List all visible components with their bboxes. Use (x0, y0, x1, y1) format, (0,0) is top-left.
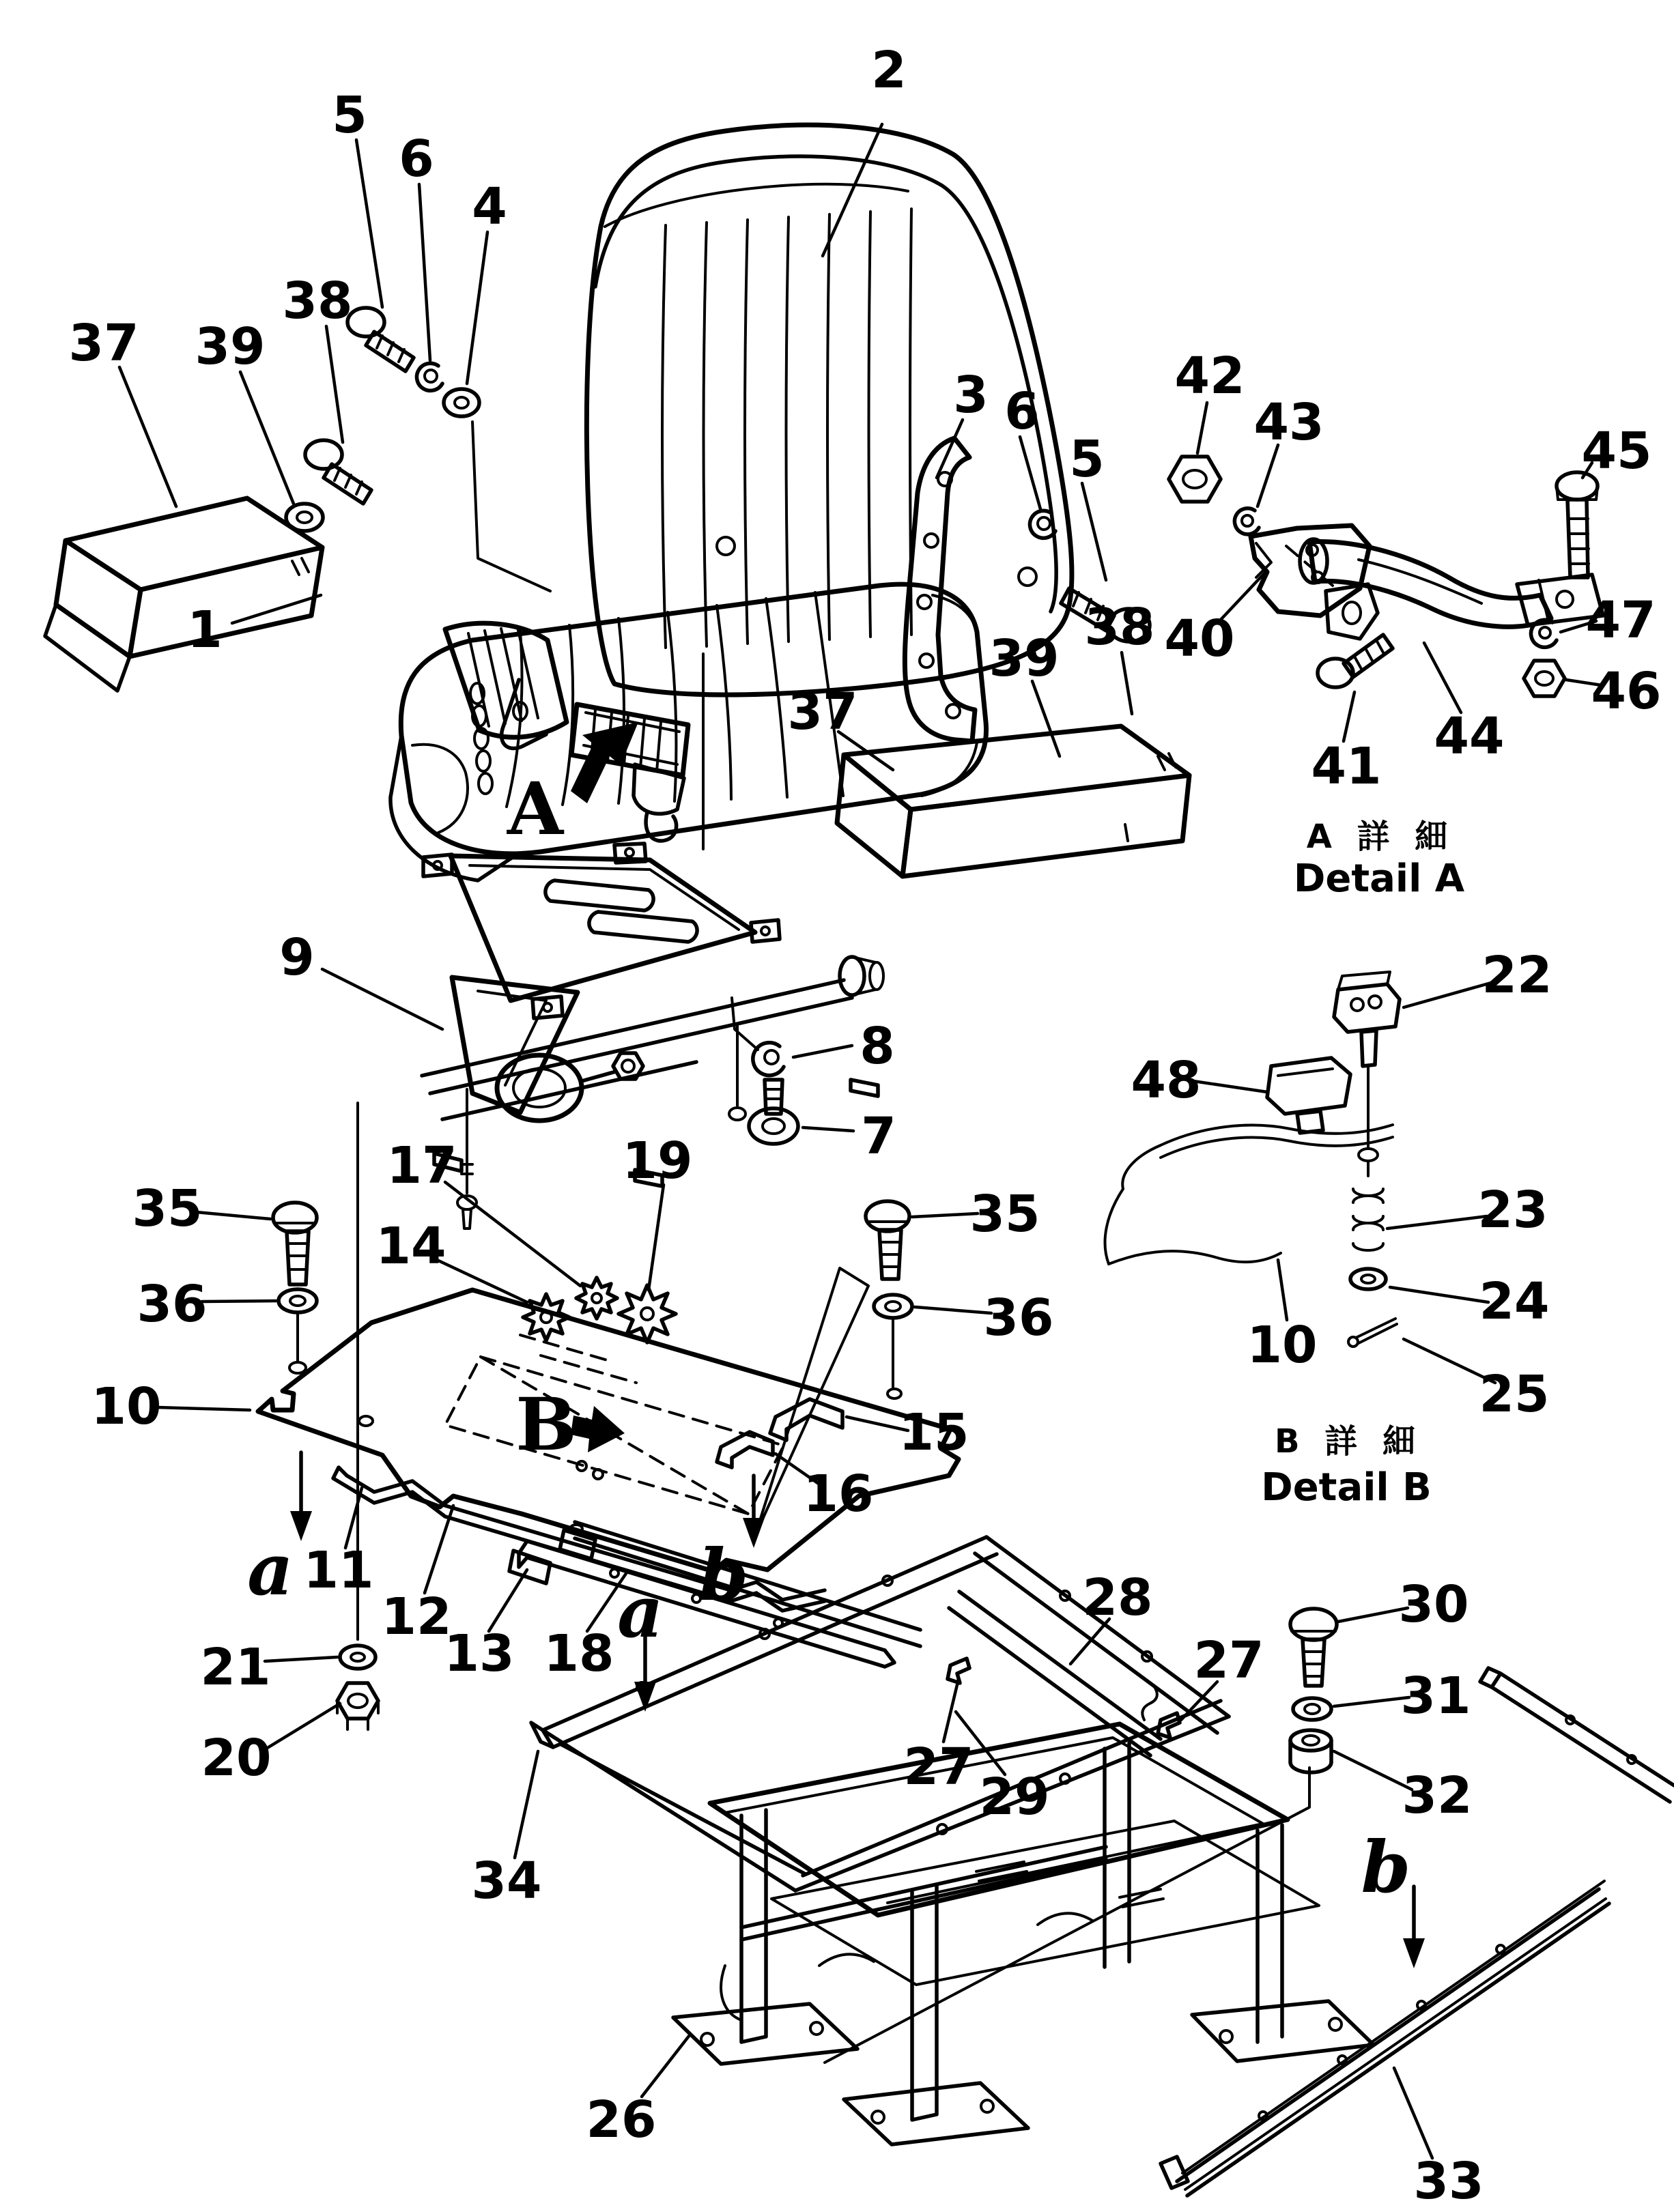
floor-rail-33-shape (1161, 2157, 1188, 2188)
suspension-assembly-shape (589, 912, 697, 942)
belt-chain (470, 683, 492, 794)
part-label-4: 4 (472, 177, 507, 236)
belt-latch-plate-shape (1343, 602, 1361, 624)
part-label-35L: 35 (132, 1179, 203, 1238)
view-letter-B: B (515, 1381, 577, 1467)
part-label-3: 3 (953, 366, 989, 425)
part-label-5b: 5 (1069, 430, 1105, 489)
leader-line-10L (157, 1407, 250, 1410)
suspension-assembly-shape (463, 1209, 471, 1229)
washer-4-shape (472, 422, 550, 591)
seat-bottom-cushion-shape (766, 599, 787, 797)
seat-back-cushion-shape (786, 217, 789, 642)
lock-washer-8 (732, 998, 784, 1076)
washer-39-top (286, 504, 323, 531)
suspension-assembly-shape (851, 1080, 878, 1096)
star-washer-17 (576, 1278, 617, 1319)
part-label-11: 11 (303, 1541, 374, 1600)
clip-16 (717, 1432, 773, 1467)
leader-line-35R (912, 1213, 978, 1217)
part-label-27L: 27 (903, 1738, 974, 1796)
leader-line-7 (803, 1127, 853, 1131)
detail-b-assembly-shape (1278, 1069, 1333, 1076)
star-washer-17-shape (592, 1293, 601, 1303)
part-label-30: 30 (1398, 1575, 1469, 1634)
leader-line-48 (1193, 1081, 1267, 1092)
seat-belt (445, 623, 688, 841)
part-label-18: 18 (543, 1624, 614, 1683)
leader-line-42 (1197, 403, 1207, 453)
seat-bottom-cushion-shape (717, 605, 731, 799)
part-label-32: 32 (1402, 1766, 1473, 1825)
leader-line-13 (489, 1570, 527, 1631)
leader-line-37a (119, 367, 176, 506)
part-label-10L: 10 (91, 1377, 162, 1436)
washer-4-shape (455, 397, 468, 408)
belt-anchor-arm-44-shape (1309, 542, 1551, 627)
leader-line-2 (823, 124, 882, 256)
spring-23-shape (1353, 1223, 1383, 1230)
fastener-bolt-30-shape (1290, 1609, 1337, 1640)
part-label-35R: 35 (969, 1185, 1040, 1244)
bushing-32-shape (1290, 1730, 1331, 1751)
floor-rail-33-shape (1338, 2056, 1346, 2064)
nut-46-shape (1535, 672, 1553, 685)
part-label-39a: 39 (195, 317, 266, 376)
base-stand-frame-shape (1220, 2030, 1232, 2043)
star-washer-17-shape (576, 1278, 617, 1319)
detail-b-assembly (1105, 972, 1400, 1347)
suspension-assembly-shape (840, 957, 864, 995)
floor-rail-right-stub-shape (1480, 1668, 1501, 1687)
part-label-5a: 5 (332, 86, 367, 145)
part-label-23: 23 (1477, 1181, 1548, 1239)
lock-washer-6-top-shape (416, 363, 442, 390)
seat-back-cushion-shape (827, 214, 829, 640)
leader-line-21 (265, 1657, 337, 1661)
washer-39-top-shape (297, 512, 312, 523)
part-label-27R: 27 (1193, 1631, 1264, 1690)
part-label-16: 16 (803, 1465, 874, 1523)
armrest-right-shape (837, 755, 911, 876)
fastener-bolt-41-shape (1318, 659, 1353, 687)
belt-anchor-arm-44-shape (1557, 591, 1573, 607)
lock-washer-6-top-shape (425, 370, 437, 382)
section-arrow-b-right-shape (1403, 1938, 1425, 1968)
washer-21-nut-20-shape (348, 1694, 367, 1708)
section-arrow-a-left-shape (290, 1511, 312, 1541)
base-stand-frame-shape (981, 2100, 993, 2112)
leader-line-34 (515, 1751, 538, 1858)
leader-line-41 (1344, 692, 1354, 741)
section-arrow-a-left (290, 1452, 312, 1541)
washer-4 (444, 389, 550, 591)
spring-23 (1353, 1189, 1383, 1250)
fastener-bolt-7 (749, 1080, 798, 1144)
detail-b-assembly-shape (1361, 1275, 1375, 1283)
part-label-20: 20 (201, 1729, 272, 1787)
washer-31-shape (1305, 1704, 1320, 1714)
base-stand-frame-shape (912, 1886, 937, 2120)
backrest-bracket-shape (920, 654, 933, 667)
bushing-32-shape (1303, 1736, 1319, 1745)
suspension-assembly-shape (423, 854, 452, 876)
washer-31-shape (1293, 1698, 1331, 1720)
leader-line-5a (356, 140, 382, 307)
washer-21-nut-20-shape (340, 1646, 375, 1669)
fastener-bolt-35-right-shape (880, 1242, 900, 1267)
lock-block-22 (1334, 984, 1400, 1032)
washer-21-nut-20-shape (351, 1653, 365, 1661)
fastener-bolt-38-top (305, 440, 371, 504)
suspension-assembly-shape (622, 1060, 634, 1072)
fastener-bolt-45 (1557, 472, 1598, 577)
fastener-bolt-35-left (273, 1203, 317, 1284)
leader-line-19 (649, 1185, 664, 1290)
slide-rails-18-shape (885, 1650, 894, 1667)
detail-a-caption-jp: A 詳 細 (1306, 818, 1455, 856)
part-label-28: 28 (1082, 1568, 1153, 1627)
floor-rail-33 (1161, 1881, 1609, 2196)
washer-21-nut-20 (337, 1103, 378, 1729)
part-label-37a: 37 (68, 314, 139, 373)
part-number-labels (69, 41, 1662, 2211)
armrest-left-shape (45, 605, 130, 691)
fastener-bolt-35-right-shape (866, 1201, 909, 1231)
leader-line-30 (1338, 1608, 1408, 1622)
belt-chain-shape (477, 751, 490, 771)
detail-a-caption-en: Detail A (1293, 857, 1465, 901)
washer-36-left (279, 1289, 317, 1361)
fastener-bolt-5-top-shape (347, 308, 384, 336)
nut-42 (1169, 457, 1221, 502)
fastener-bolt-35-left-shape (287, 1244, 308, 1269)
leader-line-36R (915, 1307, 991, 1313)
fastener-bolt-35-left-shape (273, 1203, 317, 1233)
star-washer-19-shape (641, 1308, 653, 1320)
armrest-left-shape (292, 558, 309, 575)
belt-chain-shape (479, 773, 492, 794)
floor-rail-33-shape (1496, 1945, 1505, 1953)
leader-line-32 (1334, 1751, 1412, 1790)
part-label-43: 43 (1253, 393, 1324, 452)
leader-line-39a (240, 372, 294, 504)
part-label-6a: 6 (399, 130, 434, 188)
part-label-31: 31 (1400, 1667, 1471, 1725)
fastener-bolt-7-shape (765, 1089, 782, 1108)
washer-36-right-shape (885, 1302, 900, 1311)
seat-back-cushion-shape (869, 212, 871, 637)
suspension-assembly-shape (434, 861, 442, 870)
lock-washer-6-right-shape (1038, 517, 1050, 530)
part-label-42: 42 (1174, 347, 1245, 405)
part-label-41: 41 (1311, 737, 1382, 796)
lock-washer-43-shape (1234, 508, 1259, 534)
slider-plate-assembly-shape (888, 1389, 901, 1398)
part-label-24: 24 (1479, 1272, 1550, 1331)
part-label-26: 26 (586, 2091, 657, 2149)
detail-b-assembly-shape (1105, 1145, 1161, 1264)
suspension-assembly-shape (729, 1108, 746, 1120)
detail-b-assembly-shape (1351, 999, 1363, 1011)
lock-washer-6-top (416, 363, 442, 390)
washer-24 (1350, 1269, 1386, 1289)
leader-line-20 (266, 1704, 340, 1749)
part-label-8: 8 (860, 1017, 895, 1076)
part-label-33: 33 (1413, 2152, 1484, 2211)
seat-back-cushion-shape (662, 225, 666, 648)
backrest-bracket-shape (924, 534, 938, 547)
part-label-38b: 38 (1084, 598, 1155, 657)
fastener-bolt-38-top-shape (305, 440, 342, 469)
section-letter-a-left: a (247, 1527, 294, 1611)
detail-b-caption-en: Detail B (1261, 1465, 1432, 1510)
cotter-pin-25-shape (1348, 1337, 1358, 1347)
fastener-bolt-5-top (347, 308, 414, 371)
nut-42-shape (1183, 470, 1206, 488)
fastener-bolt-41 (1318, 635, 1393, 687)
part-label-40b: 40 (1164, 609, 1235, 668)
spring-23-shape (1353, 1196, 1383, 1203)
suspension-assembly-shape (497, 1055, 582, 1121)
bushing-32-shape (825, 1768, 1309, 2063)
leader-line-44 (1424, 643, 1461, 713)
part-label-45: 45 (1581, 422, 1652, 480)
leader-line-36L (202, 1301, 276, 1302)
lock-washer-47-shape (1540, 627, 1550, 638)
washer-21-nut-20-shape (337, 1683, 378, 1719)
detail-b-assembly-shape (1109, 1251, 1281, 1264)
part-label-36L: 36 (137, 1275, 208, 1334)
leader-line-39b (1032, 681, 1060, 756)
part-label-48: 48 (1131, 1051, 1202, 1110)
section-letter-a-mid: a (617, 1570, 664, 1654)
part-label-36R: 36 (983, 1289, 1054, 1347)
washer-36-right (874, 1295, 912, 1387)
floor-rail-33-shape (1417, 2001, 1425, 2009)
suspension-assembly-shape (451, 856, 755, 1001)
nut-46-shape (1524, 661, 1565, 696)
clip-27-right (1158, 1713, 1180, 1738)
washer-36-left-shape (279, 1289, 317, 1312)
view-arrow-A-shape (571, 722, 638, 803)
slider-plate-assembly-shape (359, 1416, 373, 1426)
seat-belt-shape (646, 812, 677, 841)
leader-line-10b (1278, 1260, 1287, 1320)
slide-support-frame-shape (975, 1537, 1229, 1733)
section-arrow-a-mid-shape (634, 1682, 656, 1712)
suspension-assembly-shape (761, 927, 769, 935)
slide-rails-18-shape (509, 1551, 550, 1583)
leader-line-38b (1122, 652, 1132, 714)
view-letter-A: A (507, 766, 564, 851)
leader-line-12 (425, 1506, 453, 1593)
armrest-left-shape (56, 541, 141, 657)
slider-plate-assembly-shape (333, 1467, 347, 1486)
part-label-7: 7 (861, 1107, 896, 1166)
lock-washer-8-shape (765, 1050, 778, 1064)
leader-line-11 (345, 1488, 362, 1548)
washer-36-right-shape (874, 1295, 912, 1318)
part-label-21: 21 (200, 1638, 271, 1697)
part-label-34: 34 (471, 1852, 542, 1910)
part-label-12: 12 (381, 1588, 452, 1646)
part-label-29: 29 (979, 1768, 1050, 1826)
detail-b-caption-jp: B 詳 細 (1274, 1422, 1423, 1461)
leader-line-5b (1082, 483, 1106, 580)
leader-line-4 (467, 232, 487, 384)
suspension-assembly-shape (870, 962, 883, 990)
washer-39-top-shape (286, 504, 323, 531)
belt-anchor-arm-44 (1300, 539, 1603, 627)
part-label-15: 15 (898, 1403, 969, 1462)
floor-rail-right-stub-shape (1492, 1674, 1674, 1802)
leader-line-38a (326, 326, 343, 442)
backrest-bracket-shape (918, 595, 931, 609)
base-stand-frame-shape (1329, 2018, 1342, 2030)
leader-line-43 (1258, 445, 1278, 506)
nut-42-shape (1169, 457, 1221, 502)
part-label-46: 46 (1591, 662, 1662, 721)
base-stand-frame-shape (872, 2111, 884, 2123)
cotter-pin-25 (1348, 1319, 1397, 1347)
detail-b-assembly-shape (1359, 1149, 1378, 1161)
seat-back-cushion-shape (1019, 568, 1036, 586)
seat-back-cushion-shape (704, 222, 707, 646)
seat-back-cushion-shape (745, 220, 748, 644)
base-stand-frame-shape (701, 2033, 713, 2045)
fastener-bolt-35-left-shape (287, 1231, 309, 1284)
seat-back-cushion-shape (717, 537, 735, 555)
washer-4-shape (444, 389, 479, 416)
part-label-47: 47 (1585, 591, 1656, 650)
backrest-bracket-shape (946, 704, 960, 718)
suspension-assembly-shape (545, 880, 653, 910)
fastener-bolt-45-shape (1567, 500, 1588, 577)
part-label-1: 1 (187, 601, 223, 659)
armrest-right-shape (903, 775, 1189, 876)
fastener-bolt-35-right (866, 1201, 909, 1279)
part-label-10b: 10 (1247, 1316, 1318, 1375)
fastener-bolt-30 (1290, 1609, 1337, 1686)
leader-line-24 (1390, 1287, 1488, 1302)
leader-line-9 (322, 969, 442, 1029)
detail-b-assembly-shape (1369, 996, 1381, 1008)
part-label-13: 13 (444, 1624, 515, 1683)
part-label-17: 17 (386, 1136, 457, 1195)
washer-31 (1293, 1698, 1331, 1720)
star-washer-19 (619, 1285, 676, 1342)
leader-line-8 (793, 1046, 852, 1057)
leader-line-6b (1020, 437, 1040, 509)
part-label-6b: 6 (1004, 382, 1040, 441)
detail-b-assembly-shape (1161, 1125, 1393, 1145)
fastener-bolt-7-shape (763, 1119, 784, 1134)
lock-washer-43-shape (1242, 515, 1253, 526)
base-stand-frame-shape (810, 2022, 823, 2035)
section-letter-b-right: b (1361, 1825, 1411, 1909)
part-label-38a: 38 (282, 272, 353, 330)
suspension-assembly-shape (625, 848, 634, 857)
part-label-19: 19 (622, 1132, 693, 1190)
part-label-9: 9 (279, 928, 315, 987)
leader-line-17 (445, 1182, 580, 1286)
lever-block-48 (1267, 1058, 1350, 1114)
leader-line-26 (642, 2035, 690, 2097)
part-label-44: 44 (1434, 707, 1505, 766)
washer-36-left-shape (290, 1296, 305, 1306)
part-label-25: 25 (1479, 1365, 1550, 1424)
slider-plate-assembly-shape (289, 1362, 306, 1373)
part-label-37b: 37 (787, 683, 858, 741)
suspension-assembly-shape (470, 865, 739, 930)
part-label-22: 22 (1481, 946, 1552, 1005)
section-letter-b-mid: b (698, 1533, 749, 1617)
detail-b-assembly-shape (1361, 1031, 1376, 1066)
backrest-bracket (905, 438, 975, 741)
spring-23-shape (1353, 1244, 1383, 1250)
slider-plate-assembly-shape (520, 1335, 636, 1383)
part-label-2: 2 (871, 41, 907, 100)
leader-line-6a (419, 184, 430, 360)
leader-line-33 (1394, 2068, 1432, 2158)
star-washer-19-shape (619, 1285, 676, 1342)
belt-anchor-arm-44-shape (1359, 560, 1481, 603)
slide-support-frame-shape (1142, 1686, 1157, 1720)
view-arrow-A (571, 722, 638, 803)
leader-line-1 (232, 595, 321, 623)
armrest-right-shape (1125, 753, 1176, 841)
leader-line-23 (1387, 1216, 1487, 1229)
seat-back-cushion-shape (605, 184, 908, 227)
leader-line-22 (1404, 983, 1491, 1007)
floor-rail-right-stub (1480, 1668, 1674, 1802)
armrest-left (45, 498, 322, 691)
seat-belt-shape (485, 631, 505, 723)
leader-line-31 (1334, 1697, 1409, 1706)
part-label-39b: 39 (989, 629, 1060, 688)
part-label-14: 14 (375, 1217, 446, 1276)
nut-46 (1524, 661, 1565, 696)
cotter-pin-25-shape (1356, 1319, 1397, 1343)
leader-line-35L (197, 1212, 270, 1219)
